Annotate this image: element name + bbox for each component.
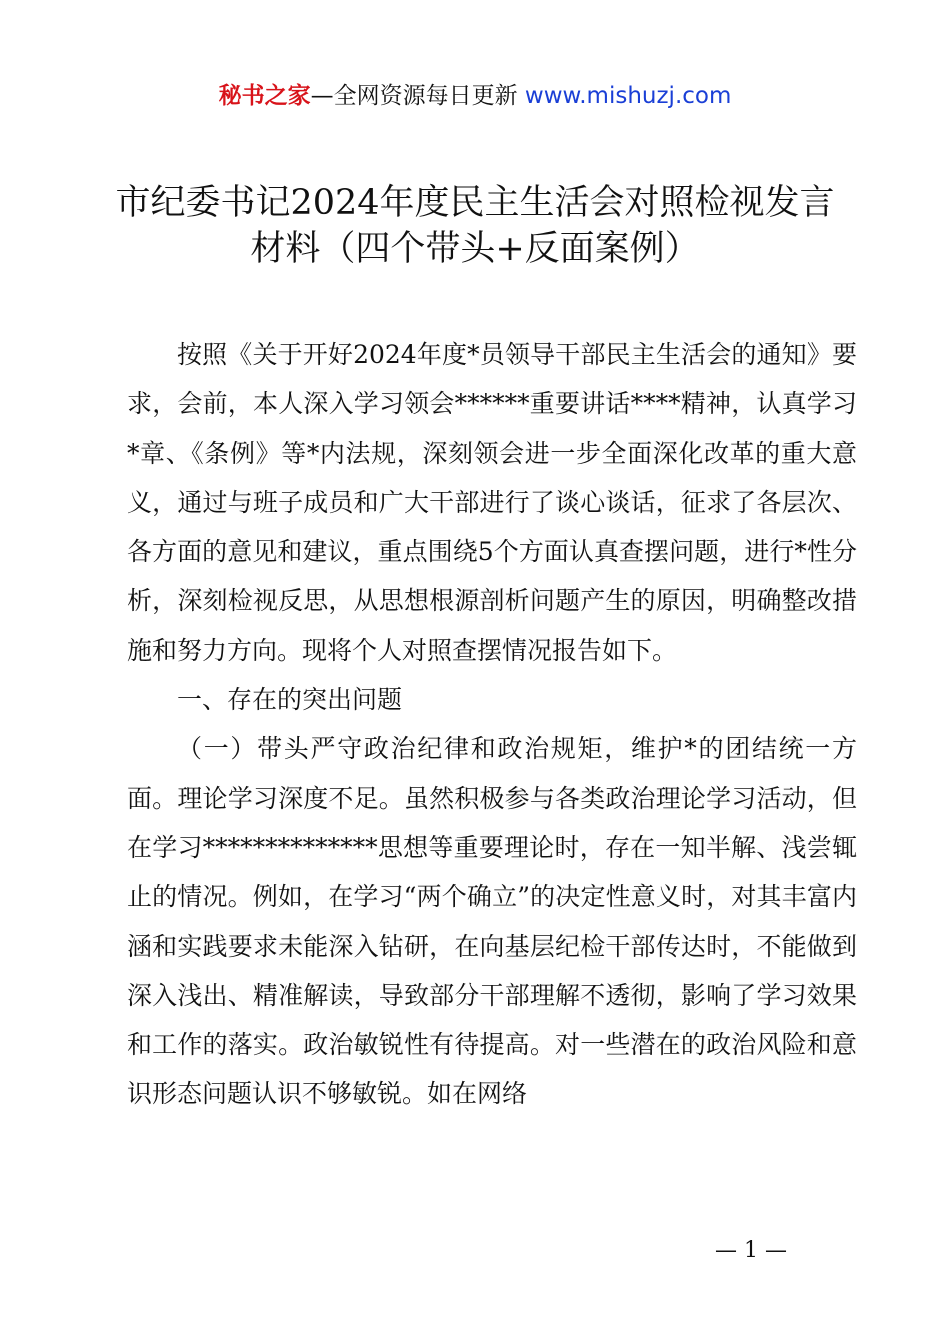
document-body (127, 330, 857, 1119)
page-number: — 1 — (715, 1238, 787, 1263)
brand-name: 秘书之家 (218, 83, 311, 109)
body-paragraph: （一）带头严守政治纪律和政治规矩，维护*的团结统一方面。理论学习深度不足。虽然积极参与各类政治理论学习活动，但在学习**************思想等重要理论时，存在一知半解、浅尝辄止的情况。例如，在学习“两个确立”的决定性意义时，对其丰富内涵和实践要求未能深入钻研，在向基层纪检干部传达时，不能做到深入浅出、精准解读，导致部分干部理解不透彻，影响了学习效果和工作的落实。政治敏锐性有待提高。对一些潜在的政治风险和意识形态问题认识不够敏锐。如在网络 (127, 734, 857, 1109)
intro-paragraph: 按照《关于开好2024年度*员领导干部民主生活会的通知》要求，会前，本人深入学习领会******重要讲话****精神，认真学习*章、《条例》等*内法规，深刻领会进一步全面深化改革的重大意义，通过与班子成员和广大干部进行了谈心谈话，征求了各层次、各方面的意见和建议，重点围绕5个方面认真查摆问题，进行*性分析，深刻检视反思，从思想根源剖析问题产生的原因，明确整改措施和努力方向。现将个人对照查摆情况报告如下。 (127, 340, 857, 665)
section-heading: 一、存在的突出问题 (177, 685, 403, 715)
site-url-link[interactable]: www.mishuzj.com (524, 83, 732, 109)
site-header (0, 80, 950, 112)
header-tagline: —全网资源每日更新 (310, 83, 518, 109)
document-title: 市纪委书记2024年度民主生活会对照检视发言材料（四个带头+反面案例） (115, 183, 835, 269)
